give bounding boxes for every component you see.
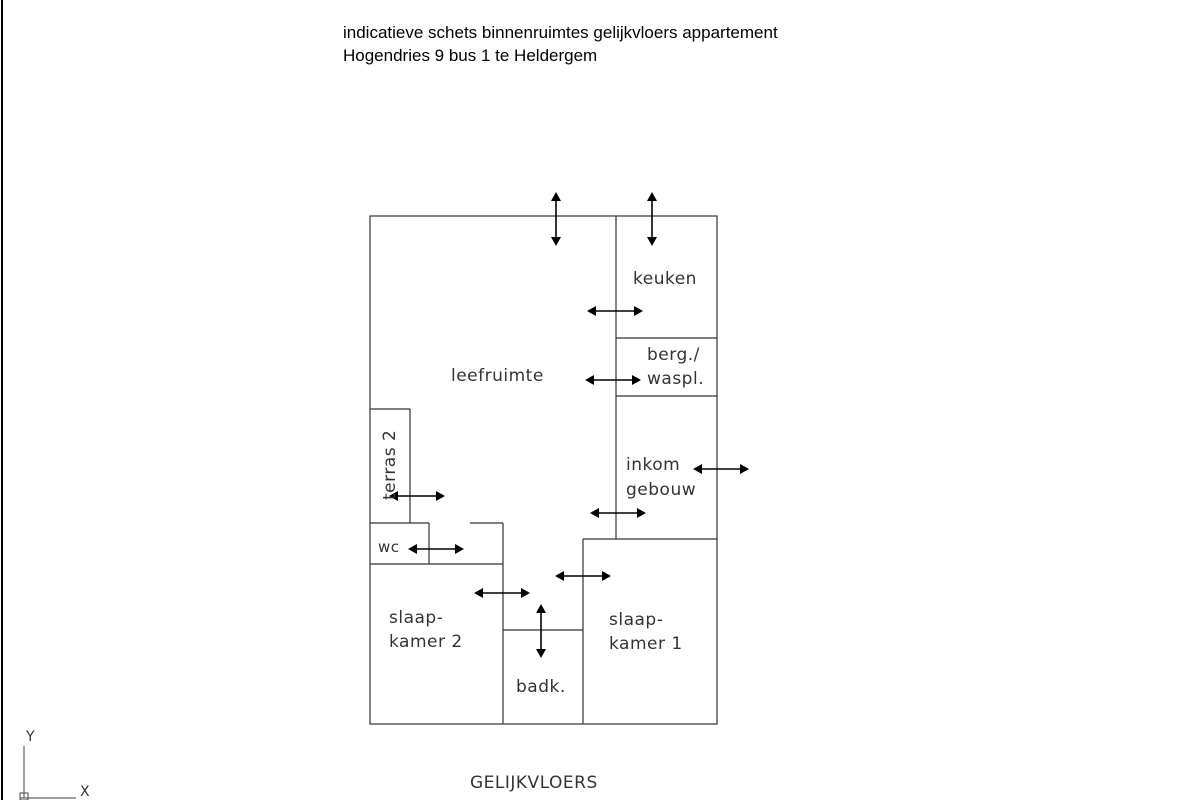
arrow-living-kitchen-head-end xyxy=(634,306,643,316)
arrow-bedroom2-head-start xyxy=(474,588,483,598)
arrow-living-entrance xyxy=(590,508,646,518)
ucs-y-label: Y xyxy=(26,729,36,745)
arrow-bedroom2 xyxy=(474,588,530,598)
arrow-wc xyxy=(408,544,464,554)
title-line-1: indicatieve schets binnenruimtes gelijkvloers appartement xyxy=(343,23,778,42)
title-line-2: Hogendries 9 bus 1 te Heldergem xyxy=(343,46,598,65)
arrow-bedroom1-head-end xyxy=(602,571,611,581)
ucs-x-label: X xyxy=(80,784,91,800)
arrow-bedroom2-head-end xyxy=(521,588,530,598)
arrow-living-storage xyxy=(585,375,641,385)
arrow-kitchen-north-head-end xyxy=(647,237,657,246)
ucs-icon xyxy=(20,729,90,800)
arrow-living-entrance-head-start xyxy=(590,508,599,518)
arrow-wc-head-end xyxy=(455,544,464,554)
arrow-entrance-out xyxy=(693,464,749,474)
arrow-living-north xyxy=(551,192,561,246)
door-arrows xyxy=(389,192,749,658)
arrow-living-terrace-head-end xyxy=(436,491,445,501)
arrow-living-north-head-start xyxy=(551,192,561,201)
arrow-kitchen-north xyxy=(647,192,657,246)
room-label-slaapkamer2-line2: kamer 2 xyxy=(389,632,463,652)
arrow-bathroom xyxy=(536,604,546,658)
floor-label: GELIJKVLOERS xyxy=(470,773,598,793)
room-label-berg-line1: berg./ xyxy=(647,345,700,365)
room-label-slaapkamer1-line1: slaap- xyxy=(609,610,664,630)
room-label-inkom-line1: inkom xyxy=(626,455,681,475)
room-label-slaapkamer2-line1: slaap- xyxy=(389,608,444,628)
arrow-living-storage-head-start xyxy=(585,375,594,385)
room-label-badk: badk. xyxy=(516,677,566,697)
arrow-living-kitchen-head-start xyxy=(587,306,596,316)
room-label-inkom-line2: gebouw xyxy=(626,480,697,500)
arrow-wc-head-start xyxy=(408,544,417,554)
arrow-entrance-out-head-end xyxy=(740,464,749,474)
arrow-living-storage-head-end xyxy=(632,375,641,385)
arrow-living-entrance-head-end xyxy=(637,508,646,518)
arrow-bathroom-head-end xyxy=(536,649,546,658)
room-label-leefruimte: leefruimte xyxy=(451,366,544,386)
arrow-bedroom1-head-start xyxy=(555,571,564,581)
room-label-terras: terras 2 xyxy=(380,429,400,500)
room-label-keuken: keuken xyxy=(633,269,697,289)
room-label-slaapkamer1-line2: kamer 1 xyxy=(609,634,683,654)
arrow-entrance-out-head-start xyxy=(693,464,702,474)
arrow-bathroom-head-start xyxy=(536,604,546,613)
arrow-living-north-head-end xyxy=(551,237,561,246)
room-label-wc: wc xyxy=(378,538,400,556)
arrow-living-kitchen xyxy=(587,306,643,316)
room-label-berg-line2: waspl. xyxy=(647,369,705,389)
arrow-kitchen-north-head-start xyxy=(647,192,657,201)
